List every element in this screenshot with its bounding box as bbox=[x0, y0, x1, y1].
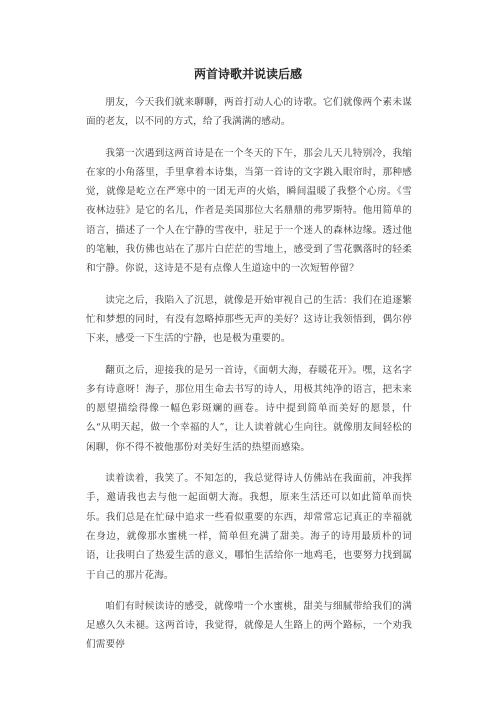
paragraph-5: 读着读着，我笑了。不知怎的，我总觉得诗人仿佛站在我面前，冲我挥手，邀请我也去与他一起面朝大海。我想，原来生活还可以如此简单而快乐。我们总是在忙碌中追求一些看似重要的东西，却常常忘记真正的幸福就在身边，就像那水蜜桃一样，简单但充满了甜美。海子的诗用最质朴的词语，让我明白了热爱生活的意义，哪怕生活给你一地鸡毛，也要努力找到属于自己的那片花海。 bbox=[86, 473, 412, 581]
paragraph-3: 读完之后，我陷入了沉思，就像是开始审视自己的生活：我们在追逐繁忙和梦想的同时，有没有忽略掉那些无声的美好？这诗让我领悟到，偶尔停下来，感受一下生活的宁静，也是极为重要的。 bbox=[86, 294, 412, 345]
paragraph-6: 咱们有时候读诗的感受，就像啃一个水蜜桃，甜美与细腻带给我们的满足感久久未褪。这两首诗，我觉得，就像是人生路上的两个路标，一个劝我们需要停 bbox=[86, 600, 412, 651]
document-body bbox=[86, 93, 412, 667]
document-title: 两首诗歌并说读后感 bbox=[193, 67, 302, 81]
paragraph-2: 我第一次遇到这两首诗是在一个冬天的下午，那会儿天儿特别冷，我缩在家的小角落里，手里拿着本诗集，当第一首诗的文字跳入眼帘时，那种感觉，就像是屹立在严寒中的一团无声的火焰，瞬间温暖了我整个心房。《雪夜林边驻》是它的名儿，作者是美国那位大名鼎鼎的弗罗斯特。他用简单的语言，描述了一个人在宁静的雪夜中，驻足于一个迷人的森林边缘。透过他的笔触，我仿佛也站在了那片白茫茫的雪地上，感受到了雪花飘落时的轻柔和宁静。你说，这诗是不是有点像人生道途中的一次短暂停留？ bbox=[86, 147, 412, 275]
paragraph-4: 翻页之后，迎接我的是另一首诗，《面朝大海，春暖花开》。嘿，这名字多有诗意呀！海子，那位用生命去书写的诗人，用极其纯净的语言，把未来的愿望描绘得像一幅色彩斑斓的画卷。诗中提到简单而美好的愿景，什么“从明天起，做一个幸福的人”，让人读着就心生向往。就像朋友间轻松的闲聊，你不得不被他那份对美好生活的热望而感染。 bbox=[86, 364, 412, 453]
paragraph-1: 朋友，今天我们就来聊聊，两首打动人心的诗歌。它们就像两个素未谋面的老友，以不同的方式，给了我满满的感动。 bbox=[86, 97, 412, 128]
